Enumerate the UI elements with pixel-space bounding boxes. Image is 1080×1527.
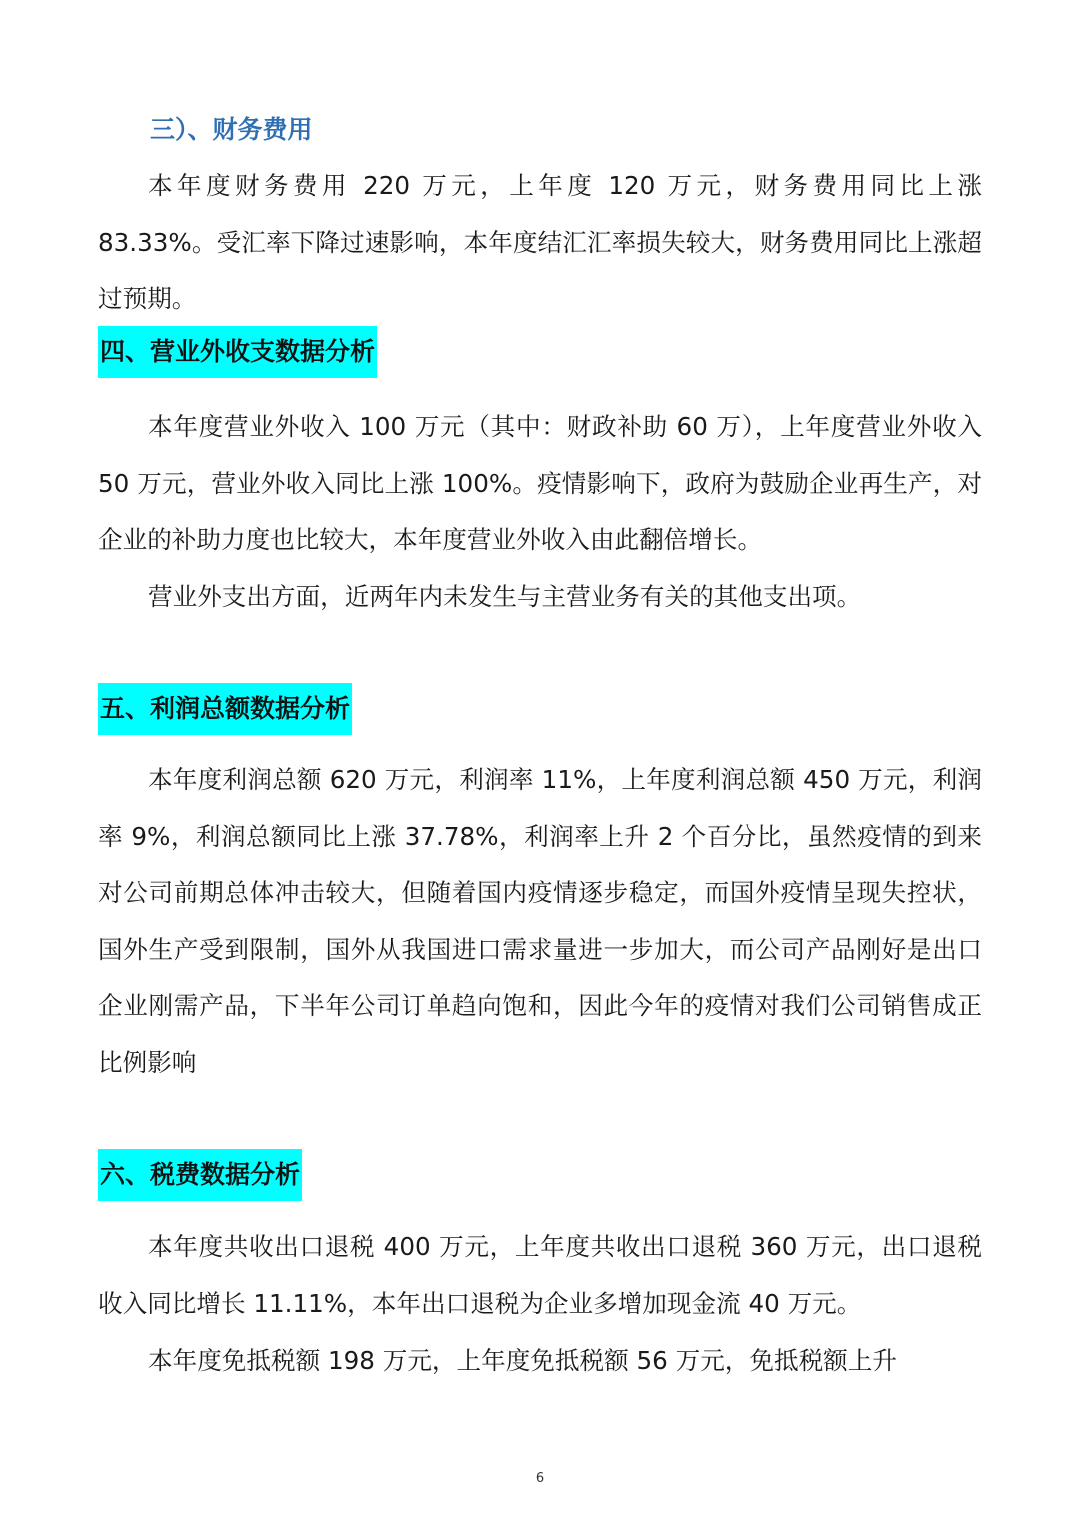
- total-profit-paragraph: 本年度利润总额 620 万元，利润率 11%，上年度利润总额 450 万元，利润率 9%，利润总额同比上涨 37.78%，利润率上升 2 个百分比，虽然疫情的到来对公司前期总体冲击较大，但随着国内疫情逐步稳定，而国外疫情呈现失控状，国外生产受到限制，国外从我国进口需求量进一步加大，而公司产品刚好是出口企业刚需产品，下半年公司订单趋向饱和，因此今年的疫情对我们公司销售成正比例影响: [98, 765, 982, 1077]
- taxes-paragraph-1: 本年度共收出口退税 400 万元，上年度共收出口退税 360 万元，出口退税收入同比增长 11.11%，本年出口退税为企业多增加现金流 40 万元。: [98, 1232, 982, 1318]
- taxes-paragraph-2: 本年度免抵税额 198 万元，上年度免抵税额 56 万元，免抵税额上升: [148, 1346, 897, 1375]
- page-number: 6: [535, 1471, 545, 1486]
- non-operating-paragraph-2: 营业外支出方面，近两年内未发生与主营业务有关的其他支出项。: [148, 582, 862, 611]
- non-operating-paragraph-1: 本年度营业外收入 100 万元（其中：财政补助 60 万），上年度营业外收入 50 万元，营业外收入同比上涨 100%。疫情影响下，政府为鼓励企业再生产，对企业的补助力度也比较大，本年度营业外收入由此翻倍增长。: [98, 412, 982, 554]
- total-profit-heading: 五、利润总额数据分析: [98, 683, 352, 735]
- finance-expense-heading: 三）、财务费用: [150, 115, 313, 144]
- finance-expense-paragraph: 本年度财务费用 220 万元，上年度 120 万元，财务费用同比上涨 83.33%。受汇率下降过速影响，本年度结汇汇率损失较大，财务费用同比上涨超过预期。: [98, 171, 982, 313]
- taxes-heading: 六、税费数据分析: [98, 1149, 302, 1201]
- non-operating-heading: 四、营业外收支数据分析: [98, 326, 377, 378]
